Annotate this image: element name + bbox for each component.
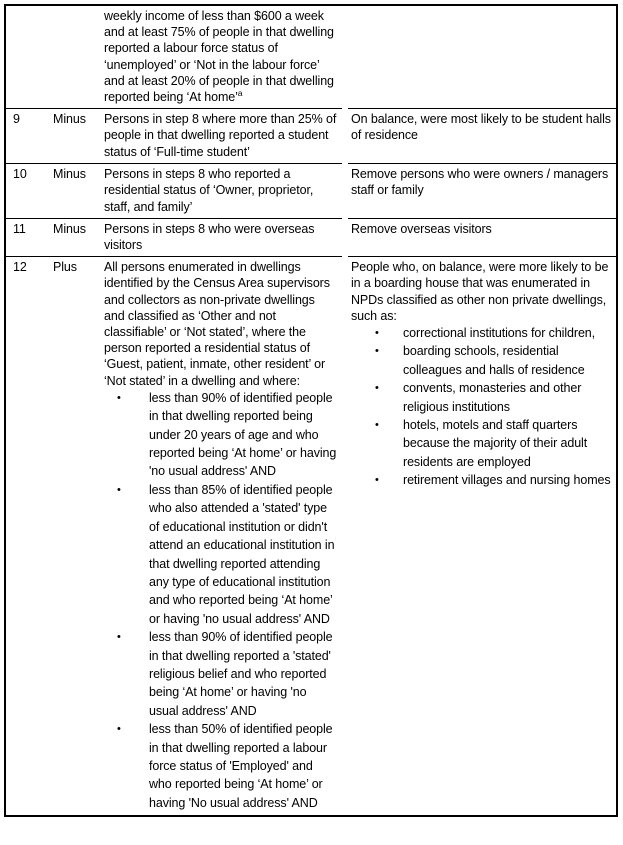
explanation-intro: People who, on balance, were more likely to be in a boarding house that was enumerated in NPDs classified as other non private dwellings, such as: [351,260,609,323]
bullet-text: less than 50% of identified people in that dwelling reported a labour force status of 'Employed' and who reported being ‘At home’ or having 'No usual address' AND [149,722,333,810]
step-cell: 10 [6,164,52,219]
bullet-item [117,389,337,481]
operation-cell [52,6,102,109]
bullet-text: less than 85% of identified people who also attended a 'stated' type of educational institution or didn't attend an educational institution in that dwelling reported attending any type of educational institution and who reported being ‘At home’ or having 'no usual address' AND [149,482,335,626]
bullet-item [117,628,337,720]
bullet-item [375,379,611,416]
table-row-step8-continued [6,6,616,109]
description-cell [102,6,342,109]
table-row-step12 [6,257,616,815]
explanation-cell: Remove persons who were owners / managers staff or family [348,164,616,219]
description-cell [102,257,342,815]
bullet-item [375,416,611,471]
description-cell: Persons in steps 8 who reported a residential status of ‘Owner, proprietor, staff, and family’ [102,164,342,219]
bullet-item [375,471,611,489]
bullet-item [375,342,611,379]
operation-cell: Plus [53,260,77,275]
bullet-text: convents, monasteries and other religious institutions [403,381,582,414]
footnote-marker: a [237,87,243,98]
bullet-icon: • [375,345,379,358]
bullet-icon: • [117,631,121,644]
description-cell: Persons in steps 8 who were overseas visitors [102,219,342,257]
bullet-item [375,324,611,342]
explanation-cell [348,257,616,815]
bullet-icon: • [375,327,379,340]
explanation-cell [348,6,616,109]
operation-cell: Minus [52,164,102,219]
step-cell: 9 [6,109,52,164]
step-cell: 11 [6,219,52,257]
step-cell: 12 [13,260,27,275]
bullet-text: less than 90% of identified people in that dwelling reported a 'stated' religious belief and who reported being ‘At home’ or having 'no usual address' AND [149,630,333,718]
bullet-text: correctional institutions for children, [403,326,596,341]
table-row-step10 [6,164,616,219]
operation-cell: Minus [52,109,102,164]
bullet-item [117,481,337,628]
explanation-cell: On balance, were most likely to be student halls of residence [348,109,616,164]
bullet-icon: • [375,474,379,487]
table-row-step9 [6,109,616,164]
bullet-text: hotels, motels and staff quarters because the majority of their adult residents are employed [403,418,588,469]
table-row-step11 [6,219,616,257]
bullet-icon: • [375,382,379,395]
description-cell: Persons in step 8 where more than 25% of people in that dwelling reported a student status of ‘Full-time student’ [102,109,342,164]
census-steps-table [4,4,618,817]
step-cell [6,6,52,109]
bullet-text: boarding schools, residential colleagues and halls of residence [403,344,585,377]
bullet-icon: • [117,723,121,736]
operation-cell: Minus [52,219,102,257]
explanation-bullet-list [351,324,611,490]
description-intro: All persons enumerated in dwellings identified by the Census Area supervisors and collectors as non-private dwellings and classified as ‘Other and not classifiable’ or ‘Not stated’, where the person reported a residential status of ‘Guest, patient, inmate, other resident’ or ‘Not stated’ in a dwelling and where: [104,260,330,388]
description-bullet-list [104,389,337,812]
description-text: weekly income of less than $600 a week and at least 75% of people in that dwelling reported a labour force status of ‘unemployed’ or ‘Not in the labour force’ and at least 20% of people in that dwelling reported being ‘At home’ [104,9,334,105]
bullet-icon: • [375,419,379,432]
bullet-icon: • [117,483,121,496]
bullet-text: less than 90% of identified people in that dwelling reported being under 20 years of age and who reported being ‘At home’ or having 'no usual address' AND [149,390,337,479]
bullet-text: retirement villages and nursing homes [403,473,611,488]
bullet-item [117,720,337,812]
bullet-icon: • [117,391,121,404]
explanation-cell: Remove overseas visitors [348,219,616,257]
